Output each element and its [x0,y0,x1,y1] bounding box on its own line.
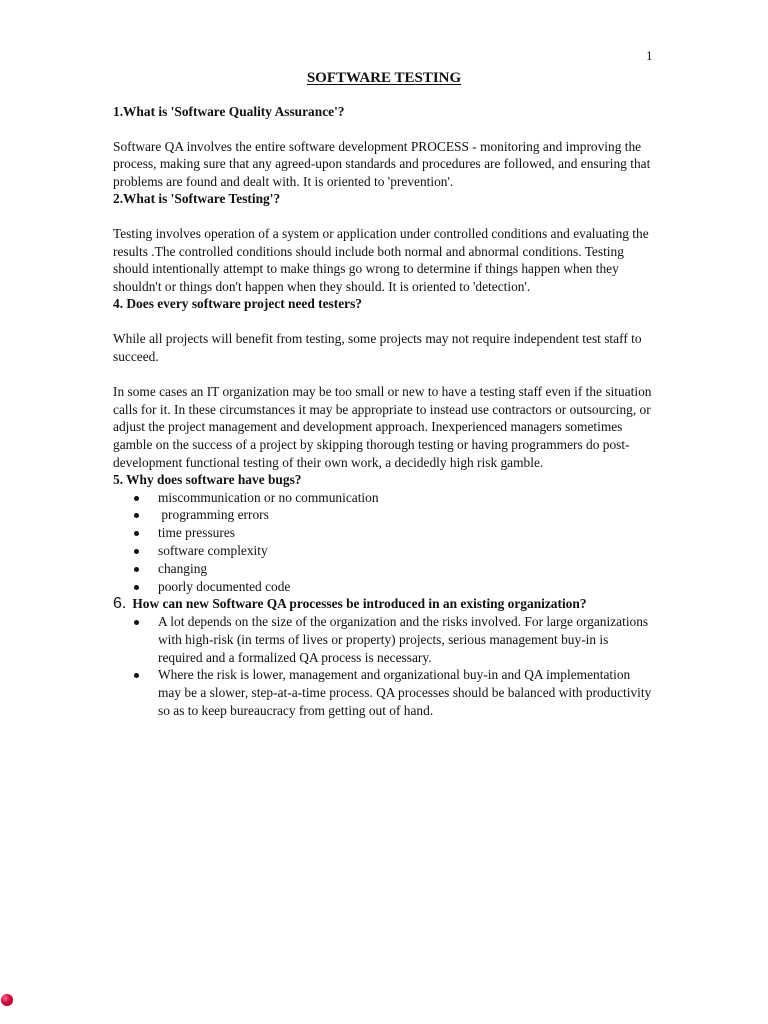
bug-causes-list [113,489,653,596]
list-item [113,560,653,578]
list-item-text: miscommunication or no communication [158,489,379,505]
paragraph-q4-2: In some cases an IT organization may be too small or new to have a testing staff even if the situation calls for it. In these circumstances it may be appropriate to instead use contractors or outsourcing, or adjust the project management and development approach. Inexperienced managers sometimes gamble on the success of a project by skipping thorough testing or having programmers do post-development functional testing of their own work, a decidedly high risk gamble. [113,384,652,470]
paragraph-q1: Software QA involves the entire software development PROCESS - monitoring and improving the process, making sure that any agreed-upon standards and procedures are followed, and ensuring that problems are found and dealt with. It is oriented to 'prevention'. [113,138,651,189]
list-item-text: programming errors [158,507,269,523]
heading-q6 [113,595,653,613]
bullet-icon [134,496,139,501]
paragraph-q4-1: While all projects will benefit from testing, some projects may not require independent test staff to succeed. [113,330,642,364]
list-item [113,542,653,560]
list-item [113,613,653,666]
document-title [0,69,768,87]
document-title-text: SOFTWARE TESTING [306,70,462,86]
list-item-text: time pressures [158,525,235,541]
list-item [113,524,653,542]
list-item-text: Where the risk is lower, management and organizational buy-in and QA implementation may be a slower, step-at-a-time process. QA processes should be balanced with productivity so as to keep bureaucracy from getting out of hand. [158,667,652,719]
qa-introduction-list [113,613,653,720]
heading-q5: 5. Why does software have bugs? [113,472,302,488]
bullet-icon [134,549,139,554]
bullet-icon [134,620,139,625]
heading-q4: 4. Does every software project need testers? [113,296,363,312]
list-item [113,666,653,719]
paragraph-q2: Testing involves operation of a system or application under controlled conditions and evaluating the results .The controlled conditions should include both normal and abnormal conditions. Testing should intentionally attempt to make things go wrong to determine if things happen when they shouldn't or things don't happen when they should. It is oriented to 'detection'. [113,225,649,294]
list-item [113,578,653,596]
document-body [113,103,653,720]
list-item-text: A lot depends on the size of the organization and the risks involved. For large organizations with high-risk (in terms of lives or property) projects, serious management buy-in is required and a formalized QA process is necessary. [158,614,649,665]
bullet-icon [134,531,139,536]
bullet-icon [134,513,139,518]
list-item-text: software complexity [158,543,268,559]
list-item-text: poorly documented code [158,578,291,594]
heading-q6-text: How can new Software QA processes be introduced in an existing organization? [132,596,587,612]
heading-q6-number: 6. [113,595,127,613]
red-dot-icon [1,994,13,1006]
heading-q2: 2.What is 'Software Testing'? [113,191,281,207]
heading-q1: 1.What is 'Software Quality Assurance'? [113,104,345,119]
bullet-icon [134,585,139,590]
bullet-icon [134,567,139,572]
list-item [113,506,653,524]
list-item [113,489,653,507]
page-number: 1 [646,48,653,63]
bullet-icon [134,673,139,678]
list-item-text: changing [158,560,208,576]
